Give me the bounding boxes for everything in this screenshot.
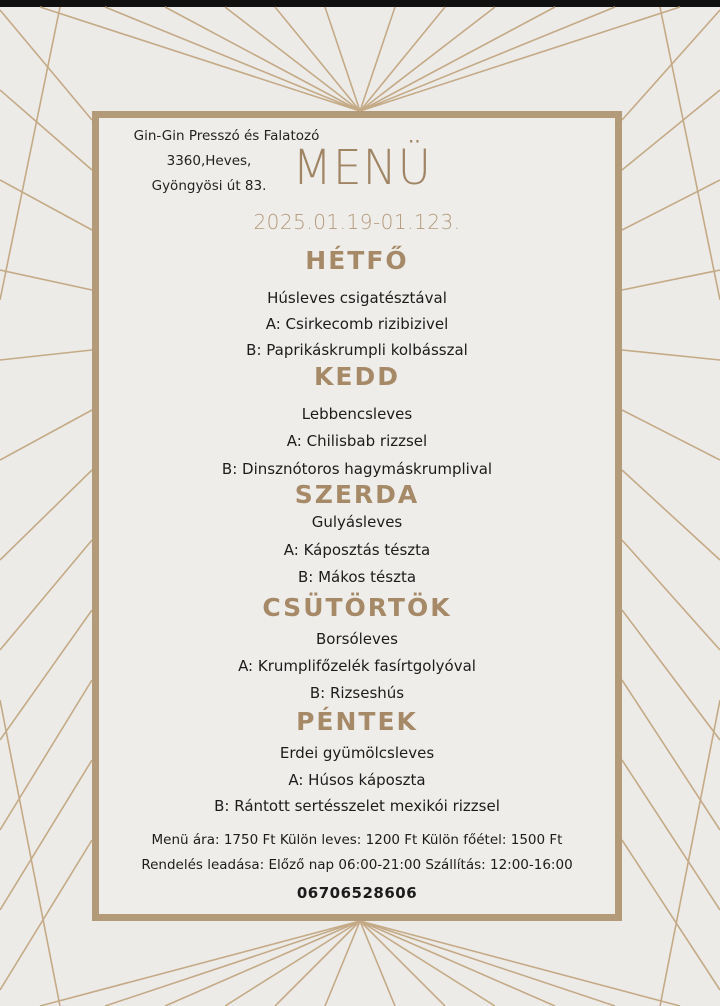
monday-option-b: B: Paprikáskrumpli kolbásszal [246, 341, 468, 359]
restaurant-name: Gin-Gin Presszó és Falatozó [133, 128, 320, 144]
friday-soup: Erdei gyümölcsleves [279, 744, 435, 762]
monday-option-a: A: Csirkecomb rizibizivel [265, 315, 449, 333]
tuesday-option-b: B: Dinsznótoros hagymáskrumplival [221, 460, 493, 478]
friday-option-b: B: Rántott sertésszelet mexikói rizzsel [214, 797, 500, 815]
address-street: Gyöngyösi út 83. [151, 178, 267, 194]
menu-title: MENÜ [292, 140, 432, 196]
thursday-option-b: B: Rizseshús [309, 684, 405, 702]
wednesday-option-b: B: Mákos tészta [297, 568, 417, 586]
day-heading-thursday: CSÜTÖRTÖK [262, 593, 452, 622]
friday-option-a: A: Húsos káposzta [288, 771, 426, 789]
monday-soup: Húsleves csigatésztával [267, 289, 447, 307]
date-range: 2025.01.19-01.123. [253, 210, 461, 234]
tuesday-option-a: A: Chilisbab rizzsel [286, 432, 428, 450]
thursday-option-a: A: Krumplifőzelék fasírtgolyóval [238, 657, 476, 675]
menu-card [92, 111, 622, 921]
ordering-info: Rendelés leadása: Előző nap 06:00-21:00 Szállítás: 12:00-16:00 [141, 857, 573, 873]
thursday-soup: Borsóleves [316, 630, 398, 648]
wednesday-option-a: A: Káposztás tészta [283, 541, 431, 559]
tuesday-soup: Lebbencsleves [301, 405, 413, 423]
price-info: Menü ára: 1750 Ft Külön leves: 1200 Ft Külön főétel: 1500 Ft [151, 832, 563, 848]
day-heading-monday: HÉTFŐ [305, 246, 409, 275]
address-city: 3360,Heves, [166, 153, 252, 169]
phone-number: 06706528606 [296, 884, 418, 902]
wednesday-soup: Gulyásleves [311, 513, 403, 531]
day-heading-friday: PÉNTEK [296, 707, 418, 736]
day-heading-tuesday: KEDD [314, 362, 400, 391]
day-heading-wednesday: SZERDA [294, 480, 420, 509]
